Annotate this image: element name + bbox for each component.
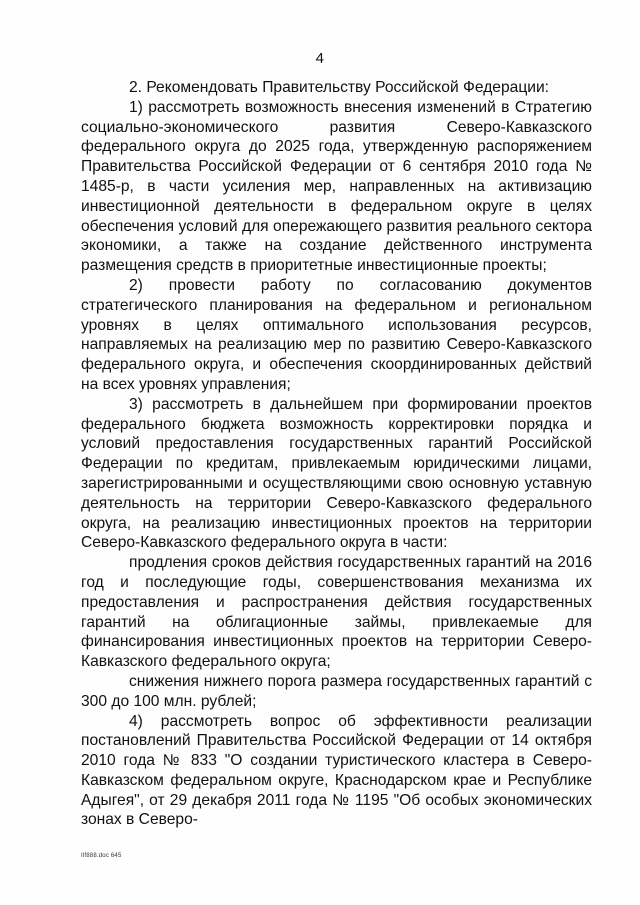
paragraph-item-1: 1) рассмотреть возможность внесения изменений в Стратегию социально-экономического развития Северо-Кавказского федерального округа до 2025 года, утвержденную распоряжением Правительства Российской Федерации от 6 сентября 2010 года № 1485-р, в части усиления мер, направленных на активизацию инвестиционной деятельности в федеральном округе в целях обеспечения условий для опережающего развития реального сектора экономики, а также на создание действенного инструмента размещения средств в приоритетные инвестиционные проекты;: [81, 98, 592, 275]
paragraph-item-3-subpoint-extension: продления сроков действия государственных гарантий на 2016 год и последующие годы, совершенствования механизма их предоставления и распространения действия государственных гарантий на облигационные займы, привлекаемые для финансирования инвестиционных проектов на территории Северо-Кавказского федерального округа;: [81, 554, 592, 671]
paragraph-recommendation-heading: 2. Рекомендовать Правительству Российской Федерации:: [129, 79, 550, 96]
document-body: [81, 78, 592, 830]
paragraph-item-3: 3) рассмотреть в дальнейшем при формировании проектов федерального бюджета возможность корректировки порядка и условий предоставления государственных гарантий Российской Федерации по кредитам, привлекаемым юридическими лицами, зарегистрированными и осуществляющими свою основную уставную деятельность на территории Северо-Кавказского федерального округа, на реализацию инвестиционных проектов на территории Северо-Кавказского федерального округа в части:: [81, 395, 592, 552]
paragraph-item-3-subpoint-threshold: снижения нижнего порога размера государственных гарантий с 300 до 100 млн. рублей;: [81, 672, 592, 710]
paragraph-item-2: 2) провести работу по согласованию документов стратегического планирования на федеральном и региональном уровнях в целях оптимального использования ресурсов, направляемых на реализацию мер по развитию Северо-Кавказского федерального округа, и обеспечения скоординированных действий на всех уровнях управления;: [81, 276, 592, 393]
page-number: 4: [315, 50, 325, 67]
paragraph-item-4: 4) рассмотреть вопрос об эффективности реализации постановлений Правительства Российской Федерации от 14 октября 2010 года № 833 "О создании туристического кластера в Северо-Кавказском федеральном округе, Краснодарском крае и Республике Адыгея", от 29 декабря 2011 года № 1195 "Об особых экономических зонах в Северо-: [81, 712, 592, 829]
footer-file-code: Ilf888.doc 645: [81, 853, 122, 859]
